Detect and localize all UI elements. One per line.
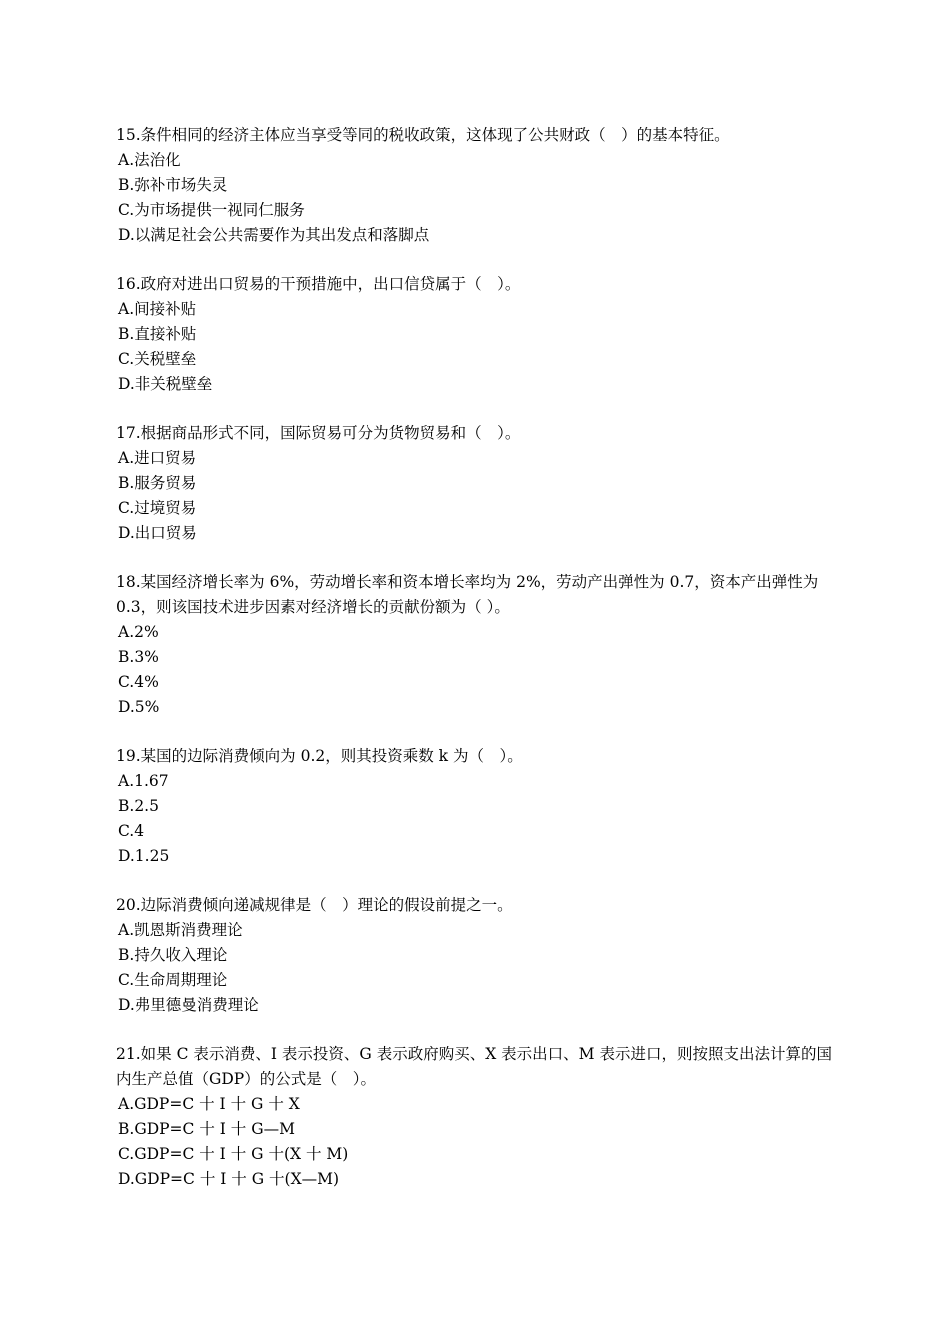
option-b: B.直接补贴 — [118, 325, 197, 343]
option-a: A.2% — [118, 623, 159, 641]
option-d: D.5% — [118, 698, 160, 716]
option-b: B.3% — [118, 648, 159, 666]
question-stem: 17.根据商品形式不同，国际贸易可分为货物贸易和（ ）。 — [116, 424, 521, 442]
option-c: C.4 — [118, 822, 145, 840]
option-c: C.生命周期理论 — [118, 971, 228, 989]
option-list — [116, 769, 836, 869]
option-list — [116, 1092, 836, 1192]
option-d: D.出口贸易 — [118, 524, 197, 542]
option-a: A.凯恩斯消费理论 — [118, 921, 243, 939]
option-b: B.GDP=C 十 I 十 G—M — [118, 1120, 295, 1138]
option-b: B.2.5 — [118, 797, 159, 815]
option-b: B.服务贸易 — [118, 474, 197, 492]
option-list — [116, 918, 836, 1018]
option-d: D.GDP=C 十 I 十 G 十(X—M) — [118, 1170, 340, 1188]
option-a: A.GDP=C 十 I 十 G 十 X — [118, 1095, 300, 1113]
question-21 — [116, 1042, 836, 1192]
option-a: A.1.67 — [118, 772, 169, 790]
option-d: D.1.25 — [118, 847, 170, 865]
option-d: D.弗里德曼消费理论 — [118, 996, 259, 1014]
option-list — [116, 620, 836, 720]
option-a: A.间接补贴 — [118, 300, 197, 318]
option-d: D.非关税壁垒 — [118, 375, 213, 393]
option-list — [116, 446, 836, 546]
option-c: C.4% — [118, 673, 159, 691]
option-list — [116, 297, 836, 397]
option-d: D.以满足社会公共需要作为其出发点和落脚点 — [118, 226, 430, 244]
question-stem: 20.边际消费倾向递减规律是（ ）理论的假设前提之一。 — [116, 896, 513, 914]
question-17 — [116, 421, 836, 546]
question-stem: 16.政府对进出口贸易的干预措施中，出口信贷属于（ ）。 — [116, 275, 521, 293]
option-b: B.弥补市场失灵 — [118, 176, 228, 194]
question-16 — [116, 272, 836, 397]
option-a: A.法治化 — [118, 151, 181, 169]
option-a: A.进口贸易 — [118, 449, 197, 467]
question-15 — [116, 123, 836, 248]
question-stem: 15.条件相同的经济主体应当享受等同的税收政策，这体现了公共财政（ ）的基本特征。 — [116, 126, 730, 144]
question-stem: 18.某国经济增长率为 6%，劳动增长率和资本增长率均为 2%，劳动产出弹性为 0.7，资本产出弹性为 0.3，则该国技术进步因素对经济增长的贡献份额为（ ）。 — [116, 573, 819, 616]
question-20 — [116, 893, 836, 1018]
question-stem: 21.如果 C 表示消费、I 表示投资、G 表示政府购买、X 表示出口、M 表示进口，则按照支出法计算的国内生产总值（GDP）的公式是（ ）。 — [116, 1045, 832, 1088]
document-page — [116, 123, 836, 1216]
option-c: C.为市场提供一视同仁服务 — [118, 201, 305, 219]
option-c: C.过境贸易 — [118, 499, 197, 517]
option-c: C.关税壁垒 — [118, 350, 197, 368]
question-19 — [116, 744, 836, 869]
question-stem: 19.某国的边际消费倾向为 0.2，则其投资乘数 k 为（ ）。 — [116, 747, 523, 765]
question-18 — [116, 570, 836, 720]
option-c: C.GDP=C 十 I 十 G 十(X 十 M) — [118, 1145, 349, 1163]
option-list — [116, 148, 836, 248]
option-b: B.持久收入理论 — [118, 946, 228, 964]
